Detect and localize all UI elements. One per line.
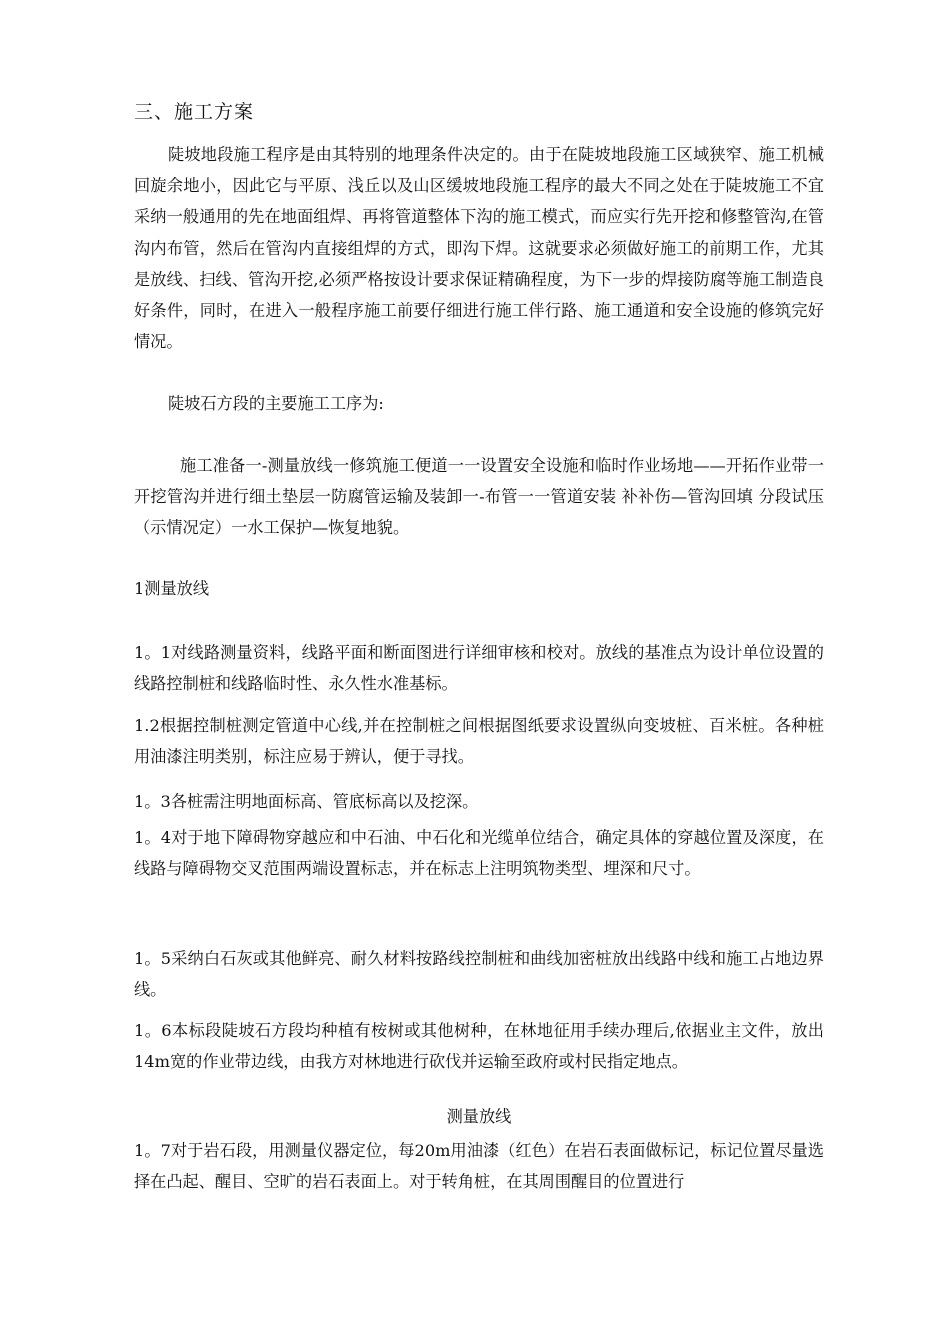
- section-heading: 三、施工方案: [134, 101, 255, 123]
- section-title-survey: 1测量放线: [134, 579, 210, 598]
- list-item-1-7: 1。7对于岩石段，用测量仪器定位，每20m用油漆（红色）在岩石表面做标记，标记位置尽量选择在凸起、醒目、空旷的岩石表面上。对于转角桩，在其周围醒目的位置进行: [134, 1141, 824, 1192]
- list-item-1-4: 1。4对于地下障碍物穿越应和中石油、中石化和光缆单位结合，确定具体的穿越位置及深度，在线路与障碍物交叉范围两端设置标志，并在标志上注明筑物类型、埋深和尺寸。: [134, 828, 824, 879]
- list-item-1-3: 1。3各桩需注明地面标高、管底标高以及挖深。: [134, 792, 479, 811]
- paragraph-main-procedures-intro: 陡坡石方段的主要施工工序为:: [168, 394, 384, 413]
- list-item-1-6: 1。6本标段陡坡石方段均种植有桉树或其他树种，在林地征用手续办理后,依据业主文件，放出14m宽的作业带边线，由我方对林地进行砍伐并运输至政府或村民指定地点。: [134, 1021, 824, 1072]
- paragraph-procedure-steps: 施工准备一-测量放线一修筑施工便道一一设置安全设施和临时作业场地——开拓作业带一开挖管沟并进行细土垫层一防腐管运输及装卸一-布管一一管道安装 补补伤—管沟回填 分段试压（示情况定）一水工保护—恢复地貌。: [134, 456, 824, 538]
- figure-caption: 测量放线: [446, 1107, 512, 1126]
- list-item-1-5: 1。5采纳白石灰或其他鲜亮、耐久材料按路线控制桩和曲线加密桩放出线路中线和施工占地边界线。: [134, 949, 824, 1000]
- paragraph-construction-sequence: 陡坡地段施工程序是由其特别的地理条件决定的。由于在陡坡地段施工区域狭窄、施工机械回旋余地小，因此它与平原、浅丘以及山区缓坡地段施工程序的最大不同之处在于陡坡施工不宜采纳一般通用的先在地面组焊、再将管道整体下沟的施工模式，而应实行先开挖和修整管沟,在管沟内布管，然后在管沟内直接组焊的方式，即沟下焊。这就要求必须做好施工的前期工作，尤其是放线、扫线、管沟开挖,必须严格按设计要求保证精确程度，为下一步的焊接防腐等施工制造良好条件，同时，在进入一般程序施工前要仔细进行施工伴行路、施工通道和安全设施的修筑完好情况。: [134, 145, 824, 352]
- list-item-1-2: 1.2根据控制桩测定管道中心线,并在控制桩之间根据图纸要求设置纵向变坡桩、百米桩。各种桩用油漆注明类别，标注应易于辨认，便于寻找。: [134, 716, 824, 767]
- list-item-1-1: 1。1对线路测量资料，线路平面和断面图进行详细审核和校对。放线的基准点为设计单位设置的线路控制桩和线路临时性、永久性水准基标。: [134, 643, 824, 694]
